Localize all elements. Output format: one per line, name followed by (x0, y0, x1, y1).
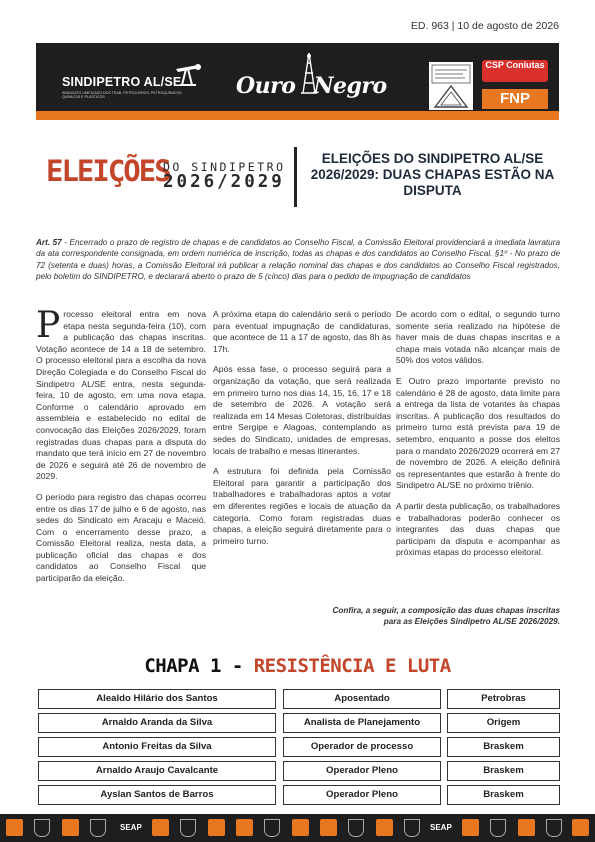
partner-logo-icon (292, 819, 309, 836)
table-row (38, 737, 558, 761)
union-shield-icon (404, 819, 420, 837)
candidate-name: Arnaldo Araujo Cavalcante (38, 761, 276, 781)
fnp-logo: FNP (482, 89, 548, 109)
seap-logo: SEAP (120, 823, 142, 832)
oil-tower-icon (301, 53, 317, 95)
lead-paragraph (36, 237, 560, 283)
headline: ELEIÇÕES DO SINDIPETRO AL/SE 2026/2029: DUAS CHAPAS ESTÃO NA DISPUTA (310, 151, 555, 198)
partner-logo-icon (518, 819, 535, 836)
article-paragraph: A partir desta publicação, os trabalhadores e trabalhadoras poderão conhecer os integrantes das duas chapas que participam da disputa e acompanhar as próximas etapas do processo eleitoral. (396, 500, 560, 558)
table-row (38, 689, 558, 713)
elections-title: ELEIÇÕES (46, 154, 170, 188)
candidate-name: Alealdo Hilário dos Santos (38, 689, 276, 709)
partner-logo-icon (208, 819, 225, 836)
candidate-name: Arnaldo Aranda da Silva (38, 713, 276, 733)
union-shield-icon (264, 819, 280, 837)
candidate-name: Ayslan Santos de Barros (38, 785, 276, 805)
masthead (36, 43, 559, 120)
seap-logo: SEAP (430, 823, 452, 832)
candidate-company: Petrobras (447, 689, 560, 709)
candidate-company: Braskem (447, 737, 560, 757)
title-divider (294, 147, 297, 207)
partner-logo-icon (462, 819, 479, 836)
article-column-3 (396, 309, 560, 568)
partner-logo-icon (152, 819, 169, 836)
sindipetro-logo (62, 63, 202, 103)
union-shield-icon (90, 819, 106, 837)
header-accent-bar (36, 111, 559, 120)
article-paragraph: E Outro prazo importante previsto no calendário é 28 de agosto, data limite para a entrega da lista de votantes às chapas inscritas. A publicação dos resultados do primeiro turno está prevista para 19 de setembro, enquanto a posse dos eleitos para o mandato 2026/2029 ocorrerá em 27 de novembro de 2026. A eleição definirá os representantes que estarão à frente do Sindipetro AL/SE no próximo triênio. (396, 375, 560, 491)
article-paragraph: A estrutura foi definida pela Comissão Eleitoral para garantir a participação dos trabalhadores e trabalhadoras aptos a votar em diferentes regiões e locais de atuação da categoria. Como foram registradas duas chapas, a eleição seguirá diretamente para o primeiro turno. (213, 466, 391, 546)
article-column-2 (213, 309, 391, 556)
article-paragraph: A próxima etapa do calendário será o período para eventual impugnação de candidaturas, que acontece de 11 a 17 de agosto, das 8h às 17h. (213, 309, 391, 354)
lead-text: - Encerrado o prazo de registro de chapas e de candidatos ao Conselho Fiscal, a Comissão Eleitoral providenciará a imediata lavratura da ata correspondente consignada, em ordem numérica de inscrição, todas as chapas e dos candidatos ao Conselho Fiscal. §1º - No prazo de 72 (setenta e duas) horas, a Comissão Eleitoral irá publicar a relação nominal das chapas e dos candidatos ao Conselho Fiscal registrados, pelo boletim do SINDIPETRO, e declarará aberto o prazo de 5 (cinco) dias para o pedido de impugnação de candidatos (36, 238, 561, 282)
union-subtitle: SINDICATO UNIFICADO DOS TRAB. PETROLEIROS, PETROQUÍMICOS, QUÍMICOS E PLÁSTICOS (62, 91, 183, 99)
union-shield-icon (348, 819, 364, 837)
partner-logo-icon (320, 819, 337, 836)
article-paragraph: Após essa fase, o processo seguirá para a organização da votação, que será realizada em primeiro turno nos dias 14, 15, 16, 17 e 18 de setembro de 2026. A votação será realizada em 14 Mesas Coletoras, distribuídas entre Sergipe e Alagoas, contemplando as sedes do Sindicato, unidades de empresas, locais de trabalho e mesas itinerantes. (213, 364, 391, 456)
confira-note: Confira, a seguir, a composição das duas chapas inscritas para as Eleições Sindipetro AL/SE 2026/2029. (332, 606, 560, 626)
union-shield-icon (34, 819, 50, 837)
union-shield-icon (180, 819, 196, 837)
article-column-1 (36, 305, 206, 594)
chapa-title: CHAPA 1 - RESISTÊNCIA E LUTA (144, 655, 451, 677)
candidate-role: Operador Pleno (283, 761, 441, 781)
candidate-company: Braskem (447, 785, 560, 805)
article-paragraph: De acordo com o edital, o segundo turno somente seria realizado na hipótese de haver mais de duas chapas inscritas e a chapa mais votada não alcançar mais de 50% dos votos válidos. (396, 309, 560, 366)
certification-seal (429, 62, 473, 110)
edition-info: ED. 963 | 10 de agosto de 2026 (410, 20, 559, 32)
candidate-name: Antonio Freitas da Silva (38, 737, 276, 757)
paper-title: Ouro Negro (236, 73, 387, 99)
table-row (38, 761, 558, 785)
partner-logo-icon (376, 819, 393, 836)
seal-triangle-icon (429, 62, 473, 110)
candidate-role: Aposentado (283, 689, 441, 709)
candidates-table (38, 689, 558, 809)
partner-logo-icon (62, 819, 79, 836)
union-name: SINDIPETRO AL/SE (62, 75, 182, 89)
article-paragraph: Processo eleitoral entra em nova etapa nesta segunda-feira (10), com a publicação das chapas inscritas. Votação acontece de 14 a 18 de setembro. O processo eleitoral para a escolha da nova Direção Colegiada e do Conselho Fiscal do Sindipetro AL/SE entra, nesta segunda-feira, 10 de agosto, em uma nova etapa. Conforme o calendário aprovado em assembleia e estabelecido no edital de convocação das Eleições 2026/2029, foram registradas duas chapas para a disputa do mandato que terá início em 27 de novembro de 2026 e seguirá até 26 de novembro de 2029. (36, 305, 206, 482)
table-row (38, 785, 558, 809)
elections-subtitle: DO SINDIPETRO (163, 160, 286, 174)
candidate-company: Origem (447, 713, 560, 733)
candidate-role: Operador de processo (283, 737, 441, 757)
partner-logo-icon (572, 819, 589, 836)
article-paragraph: O período para registro das chapas ocorreu entre os dias 17 de julho e 6 de agosto, nas sedes do Sindicato em Aracaju e Maceió. Com o encerramento desse prazo, a Comissão Eleitoral realiza, nesta data, a publicação oficial das chapas e dos candidatos ao Conselho Fiscal que participarão da eleição. (36, 491, 206, 584)
dropcap: P (36, 305, 61, 346)
candidate-company: Braskem (447, 761, 560, 781)
candidate-role: Analista de Planejamento (283, 713, 441, 733)
elections-years: 2026/2029 (163, 172, 285, 192)
partner-logo-icon (6, 819, 23, 836)
csp-conlutas-logo: CSP Conlutas (482, 60, 548, 82)
union-shield-icon (546, 819, 562, 837)
title-block (36, 147, 559, 207)
footer-logos-bar (0, 814, 595, 842)
lead-label: Art. 57 (36, 238, 62, 247)
union-shield-icon (490, 819, 506, 837)
candidate-role: Operador Pleno (283, 785, 441, 805)
partner-logo-icon (236, 819, 253, 836)
table-row (38, 713, 558, 737)
